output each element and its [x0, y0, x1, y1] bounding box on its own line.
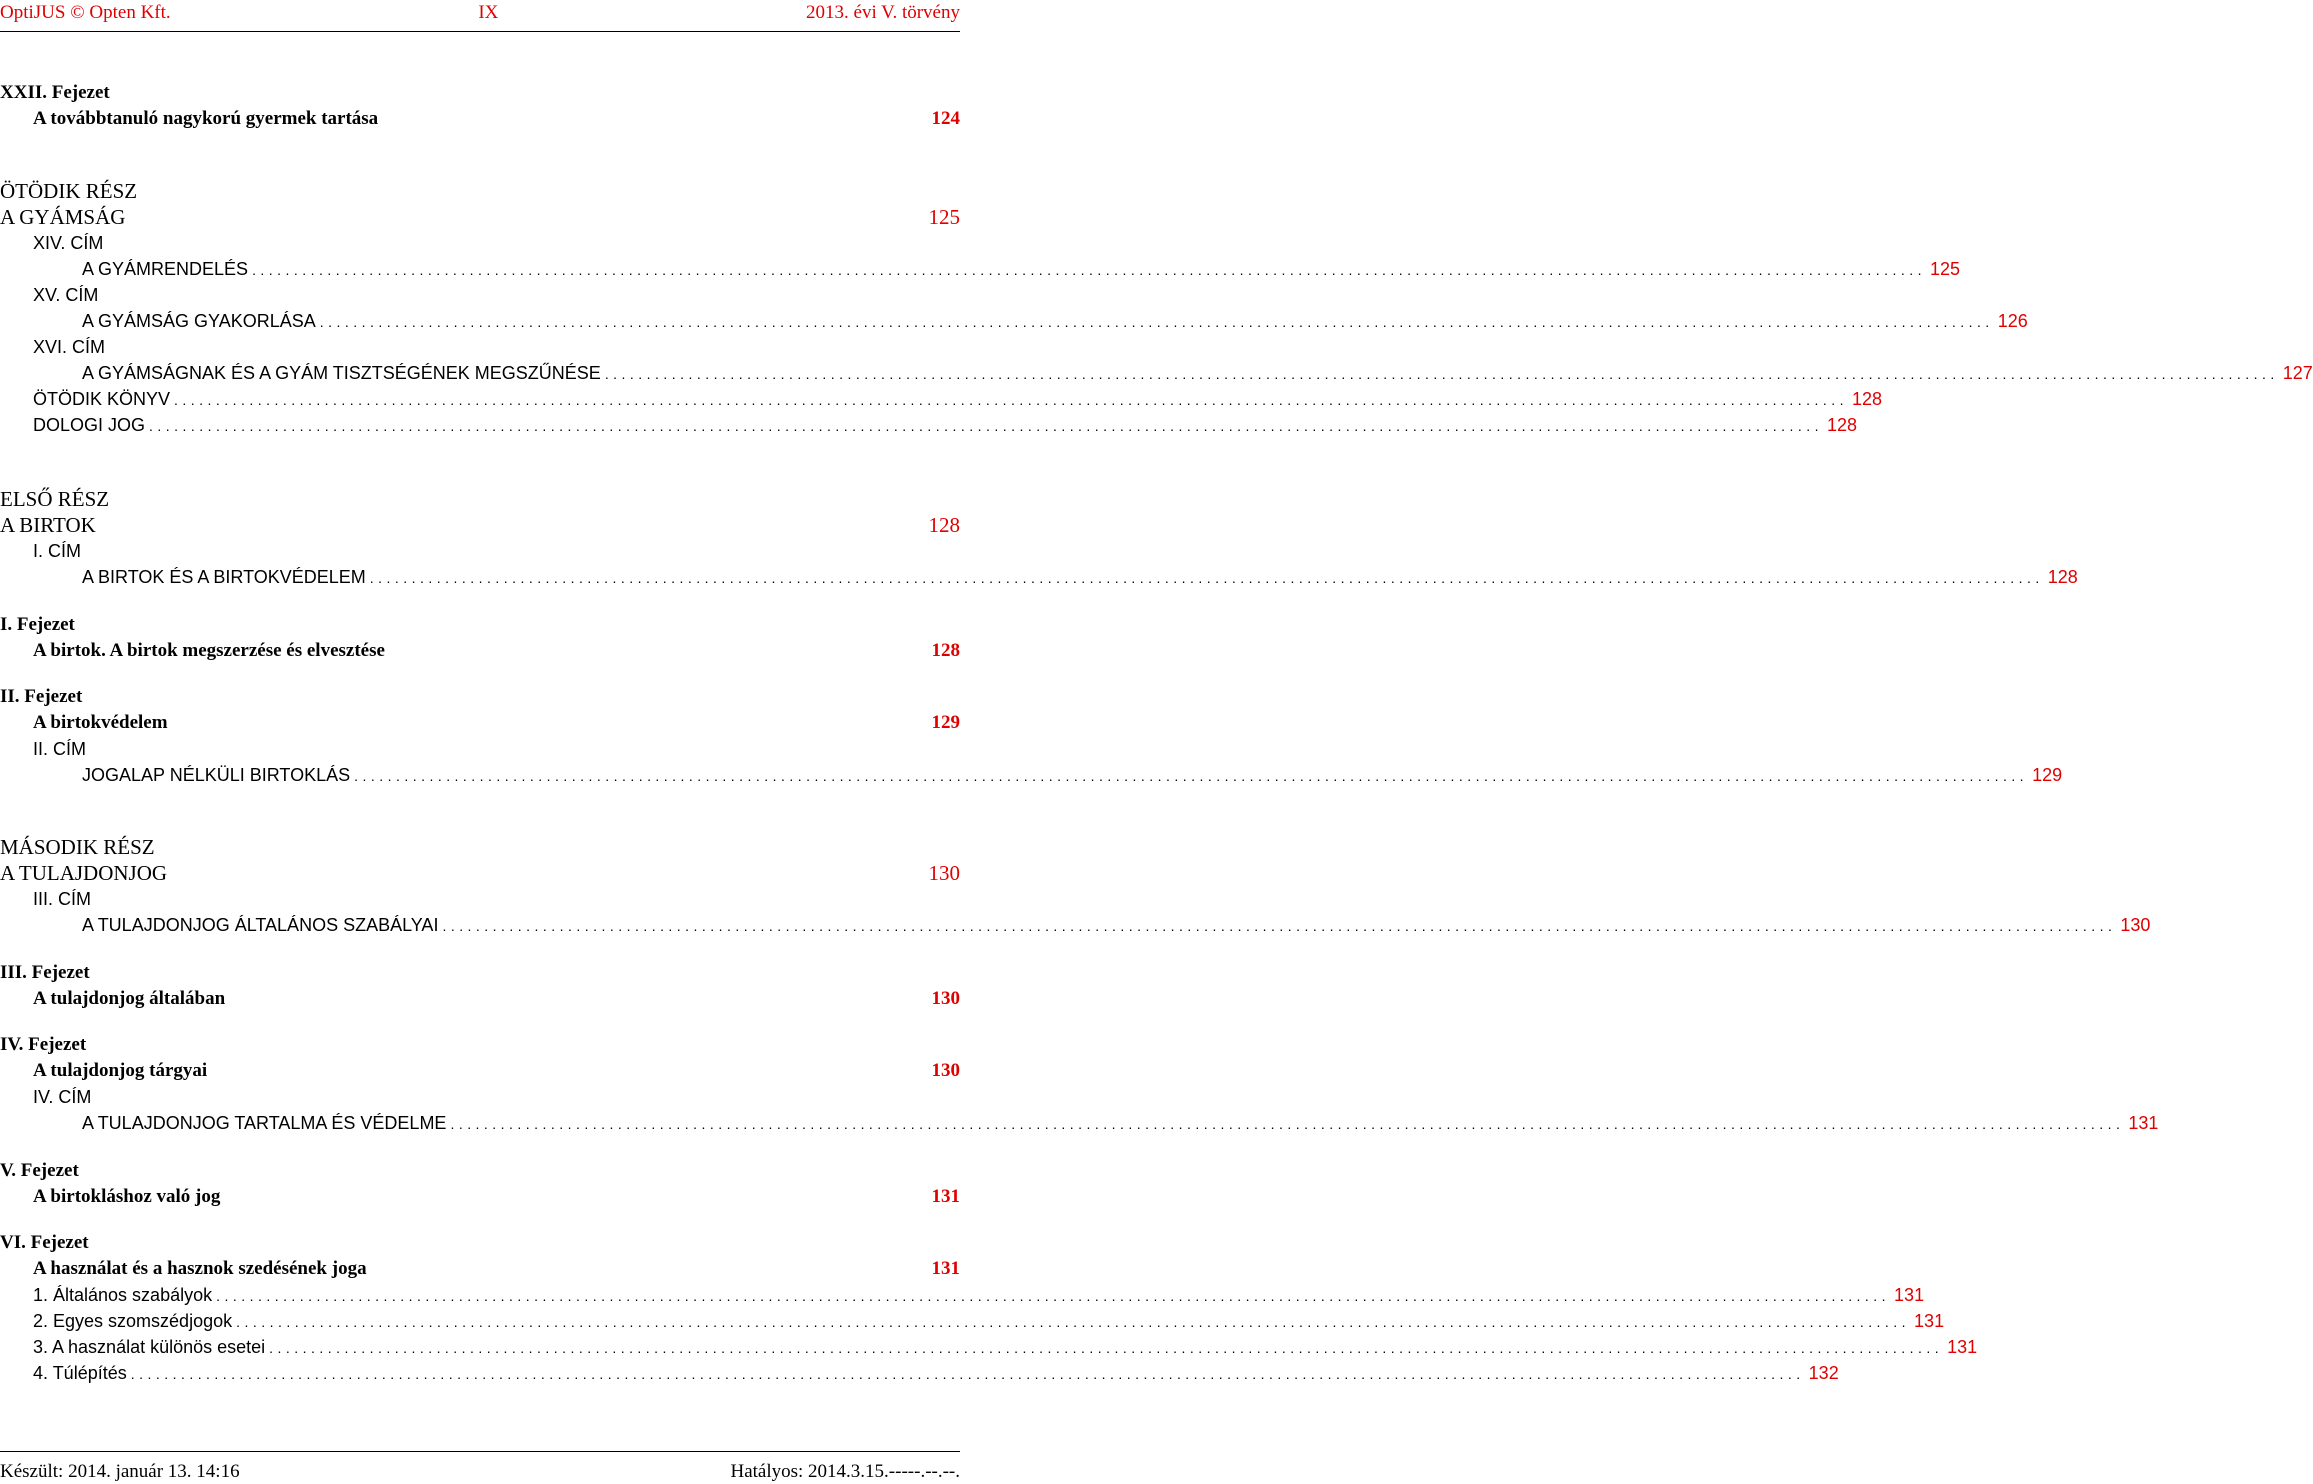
toc-entry[interactable] [0, 860, 960, 886]
toc-entry[interactable] [0, 638, 960, 664]
toc-page-link[interactable]: 126 [1997, 311, 2028, 331]
toc-entry-title: DOLOGI JOG [33, 415, 146, 435]
toc-leader-dots: ........................................................................................................................................................................................................ [252, 262, 1926, 278]
footer-created: Készült: 2014. január 13. 14:16 [0, 1461, 240, 1482]
toc-entry-line [0, 612, 960, 638]
header-page-number[interactable]: IX [478, 2, 499, 23]
toc-entry-title: A birtokvédelem [33, 712, 168, 733]
toc-entry-line [0, 256, 1961, 283]
toc-page-link[interactable]: 125 [1930, 259, 1961, 279]
toc-entry[interactable] [0, 612, 960, 638]
toc-entry[interactable] [0, 80, 960, 106]
toc-leader-dots: ........................................................................................................................................................................................................ [450, 1116, 2125, 1132]
toc-entry-title: A birtokláshoz való jog [33, 1186, 221, 1207]
toc-entry-title: IV. Fejezet [0, 1034, 87, 1055]
toc-page-link[interactable]: 124 [931, 108, 960, 129]
toc-entry-line [0, 1110, 2159, 1137]
toc-entry-line [0, 762, 2063, 789]
toc-entry-line [0, 736, 960, 762]
toc-entry-line [0, 106, 960, 132]
toc-entry-title: ELSŐ RÉSZ [0, 487, 110, 511]
toc-page-link[interactable]: 128 [1851, 389, 1883, 409]
toc-entry[interactable] [0, 1032, 960, 1058]
toc-entry-title: 3. A használat különös esetei [33, 1337, 266, 1357]
toc-leader-dots: ........................................................................................................................................................................................................ [442, 918, 2117, 934]
toc-page-link[interactable]: 130 [931, 1060, 960, 1081]
toc-leader-dots: ........................................................................................................................................................................................................ [604, 366, 2279, 382]
toc-entry[interactable] [0, 1158, 960, 1184]
footer-effective: Hatályos: 2014.3.15.-----.--.--. [730, 1461, 960, 1482]
toc-entry-title: VI. Fejezet [0, 1232, 89, 1253]
toc-entry[interactable] [0, 412, 1858, 438]
toc-entry-title: III. Fejezet [0, 962, 90, 983]
toc-leader-dots: ........................................................................................................................................................................................................ [174, 392, 1848, 408]
toc-entry-line [0, 1184, 960, 1210]
toc-entry-title: A TULAJDONJOG TARTALMA ÉS VÉDELME [82, 1113, 447, 1133]
toc-entry-title: XIV. CÍM [33, 233, 104, 253]
toc-page-link[interactable]: 131 [1894, 1285, 1925, 1305]
toc-entry[interactable] [0, 684, 960, 710]
toc-entry[interactable] [0, 1256, 960, 1282]
toc-entry-line [0, 230, 960, 256]
toc-entry-title: A GYÁMSÁGNAK ÉS A GYÁM TISZTSÉGÉNEK MEGSZŰNÉSE [82, 363, 601, 383]
toc-leader-dots: ........................................................................................................................................................................................................ [319, 314, 1994, 330]
page-footer [0, 1460, 960, 1484]
toc-entry-line [0, 282, 960, 308]
toc-entry[interactable] [0, 960, 960, 986]
toc-entry-line [0, 1084, 960, 1110]
toc-entry-title: XV. CÍM [33, 285, 99, 305]
toc-entry-title: ÖTÖDIK RÉSZ [0, 179, 138, 203]
header-right[interactable]: 2013. évi V. törvény [806, 2, 960, 23]
toc-entry-line [0, 538, 960, 564]
toc-entry-line [0, 178, 960, 204]
toc-entry-line [0, 986, 960, 1012]
toc-entry[interactable] [0, 334, 960, 360]
toc-entry-line [0, 886, 960, 912]
toc-page-link[interactable]: 132 [1808, 1363, 1839, 1383]
toc-entry[interactable] [0, 912, 2151, 938]
toc-entry-title: A továbbtanuló nagykorú gyermek tartása [33, 108, 379, 129]
toc-page-link[interactable]: 131 [1947, 1337, 1978, 1357]
toc-entry-title: A GYÁMSÁG [0, 205, 126, 229]
toc-leader-dots: ........................................................................................................................................................................................................ [369, 570, 2044, 586]
toc-leader-dots: ........................................................................................................................................................................................................ [269, 1340, 1944, 1356]
toc-entry[interactable] [0, 512, 960, 538]
toc-entry-title: A BIRTOK [0, 513, 96, 537]
toc-entry[interactable] [0, 1334, 1978, 1360]
toc-entry-line [0, 80, 960, 106]
toc-entry-line [0, 960, 960, 986]
toc-entry[interactable] [0, 736, 960, 762]
toc-entry[interactable] [0, 308, 2028, 334]
toc-entry[interactable] [0, 204, 960, 230]
toc-entry-line [0, 564, 2078, 591]
toc-entry[interactable] [0, 230, 960, 256]
toc-entry-title: IV. CÍM [33, 1087, 92, 1107]
toc-entry-line [0, 412, 1858, 439]
toc-entry-title: A GYÁMSÁG GYAKORLÁSA [82, 311, 316, 331]
toc-page-link[interactable]: 130 [928, 861, 960, 885]
toc-entry-title: I. Fejezet [0, 614, 75, 635]
toc-entry-title: II. CÍM [33, 739, 86, 759]
toc-entry-title: 2. Egyes szomszédjogok [33, 1311, 233, 1331]
toc-entry-title: XVI. CÍM [33, 337, 106, 357]
toc-entry[interactable] [0, 1308, 1945, 1334]
toc-entry-title: V. Fejezet [0, 1160, 79, 1181]
toc-entry-line [0, 710, 960, 736]
header-rule [0, 31, 960, 32]
toc-entry[interactable] [0, 538, 960, 564]
toc-entry-title: A BIRTOK ÉS A BIRTOKVÉDELEM [82, 567, 366, 587]
toc-entry[interactable] [0, 834, 960, 860]
toc-entry-line [0, 1282, 1925, 1309]
toc-entry-title: I. CÍM [33, 541, 81, 561]
toc-entry[interactable] [0, 564, 2078, 590]
toc-entry[interactable] [0, 282, 960, 308]
toc-entry-line [0, 512, 960, 538]
toc-entry-line [0, 1230, 960, 1256]
toc-page-link[interactable]: 131 [2128, 1113, 2159, 1133]
toc-entry-line [0, 1256, 960, 1282]
toc-entry-line [0, 860, 960, 886]
toc-entry-title: A tulajdonjog általában [33, 988, 226, 1009]
toc-entry-line [0, 486, 960, 512]
toc-entry[interactable] [0, 486, 960, 512]
toc-entry-title: II. Fejezet [0, 686, 83, 707]
toc-entry[interactable] [0, 360, 2313, 386]
toc-entry-title: A birtok. A birtok megszerzése és elvesztése [33, 640, 385, 661]
toc-page-link[interactable]: 128 [931, 640, 960, 661]
toc-page-link[interactable]: 127 [2282, 363, 2313, 383]
toc-page-link[interactable]: 128 [928, 513, 960, 537]
toc-entry-title: A használat és a hasznok szedésének joga [33, 1258, 367, 1279]
toc-entry-line [0, 308, 2028, 335]
toc-leader-dots: ........................................................................................................................................................................................................ [149, 418, 1823, 434]
toc-entry[interactable] [0, 1230, 960, 1256]
toc-entry-title: A GYÁMRENDELÉS [82, 259, 249, 279]
toc-entry-line [0, 638, 960, 664]
toc-leader-dots: ........................................................................................................................................................................................................ [236, 1314, 1911, 1330]
footer-rule [0, 1451, 960, 1452]
toc-entry[interactable] [0, 256, 1961, 282]
toc-entry-line [0, 1334, 1978, 1361]
toc-entry[interactable] [0, 986, 960, 1012]
toc-entry-line [0, 1308, 1945, 1335]
toc-page-link[interactable]: 131 [931, 1258, 960, 1279]
toc-entry-title: III. CÍM [33, 889, 91, 909]
toc-entry-title: JOGALAP NÉLKÜLI BIRTOKLÁS [82, 765, 351, 785]
toc-entry[interactable] [0, 1084, 960, 1110]
toc-leader-dots: ........................................................................................................................................................................................................ [130, 1366, 1805, 1382]
toc-entry-line [0, 834, 960, 860]
toc-entry[interactable] [0, 1058, 960, 1084]
toc-entry-line [0, 360, 2313, 387]
toc-entry-line [0, 684, 960, 710]
toc-entry-title: ÖTÖDIK KÖNYV [33, 389, 171, 409]
toc-entry[interactable] [0, 178, 960, 204]
toc-entry[interactable] [0, 710, 960, 736]
toc-entry-line [0, 1158, 960, 1184]
toc-entry[interactable] [0, 1184, 960, 1210]
toc-entry-line [0, 386, 1883, 413]
toc-page-link[interactable]: 130 [931, 988, 960, 1009]
toc-entry-title: 1. Általános szabályok [33, 1285, 213, 1305]
toc-entry-title: A TULAJDONJOG ÁLTALÁNOS SZABÁLYAI [82, 915, 439, 935]
toc-entry[interactable] [0, 886, 960, 912]
toc-entry-line [0, 912, 2151, 939]
toc-page-link[interactable]: 129 [2032, 765, 2063, 785]
toc-entry[interactable] [0, 762, 2063, 788]
toc-entry-line [0, 204, 960, 230]
toc-page-link[interactable]: 129 [931, 712, 960, 733]
header-left[interactable]: OptiJUS © Opten Kft. [0, 2, 171, 23]
toc-leader-dots: ........................................................................................................................................................................................................ [354, 768, 2029, 784]
toc-page-link[interactable]: 128 [1826, 415, 1858, 435]
toc-page-link[interactable]: 128 [2047, 567, 2078, 587]
toc-page-link[interactable]: 130 [2120, 915, 2151, 935]
toc-entry-title: XXII. Fejezet [0, 82, 110, 103]
toc-entry[interactable] [0, 1110, 2159, 1136]
toc-entry-title: MÁSODIK RÉSZ [0, 835, 155, 859]
toc-entry[interactable] [0, 386, 1883, 412]
toc-leader-dots: ........................................................................................................................................................................................................ [216, 1288, 1891, 1304]
toc-page-link[interactable]: 131 [931, 1186, 960, 1207]
toc-entry[interactable] [0, 106, 960, 132]
toc-page-link[interactable]: 125 [928, 205, 960, 229]
toc-entry[interactable] [0, 1282, 1925, 1308]
page-header [0, 0, 960, 30]
toc-entry-line [0, 1360, 1839, 1387]
toc-entry-line [0, 1058, 960, 1084]
toc-entry-title: A tulajdonjog tárgyai [33, 1060, 208, 1081]
toc-entry-title: A TULAJDONJOG [0, 861, 168, 885]
toc-page-link[interactable]: 131 [1914, 1311, 1945, 1331]
toc-entry-line [0, 334, 960, 360]
toc-entry-title: 4. Túlépítés [33, 1363, 127, 1383]
toc-entry-line [0, 1032, 960, 1058]
toc-entry[interactable] [0, 1360, 1839, 1386]
